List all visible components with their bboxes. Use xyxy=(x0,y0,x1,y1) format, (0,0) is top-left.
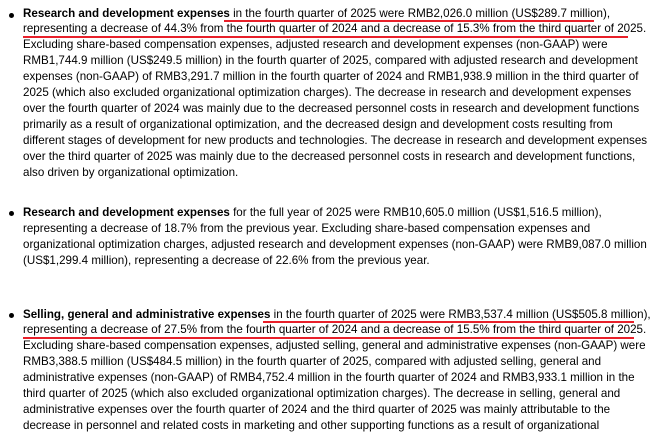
text-line: over the fourth quarter of 2024 was mainly due to the decreased personnel costs in research and development functions xyxy=(23,102,640,115)
text-line: over the third quarter of 2025 was mainly due to the decreased personnel costs in research and development functions, xyxy=(23,150,636,163)
text-line: expenses (non-GAAP) of RMB3,291.7 million in the fourth quarter of 2024 and RMB1,938.9 million in the third quarter of xyxy=(23,70,639,83)
text-run: for the full year of 2025 were RMB10,605.0 million (US$1,516.5 million), xyxy=(229,206,602,219)
text-line: Excluding share-based compensation expenses, adjusted selling, general and administrative expenses (non-GAAP) were xyxy=(23,339,646,352)
text-line: organizational optimization charges, adjusted research and development expenses (non-GAAP) were RMB9,087.0 million xyxy=(23,238,647,251)
text-line: RMB3,388.5 million (US$484.5 million) in the fourth quarter of 2025, compared with adjusted selling, general and xyxy=(23,355,602,368)
text-line: Excluding share-based compensation expenses, adjusted research and development expenses (non-GAAP) were xyxy=(23,38,608,51)
text-line: representing a decrease of 27.5% from the fourth quarter of 2024 and a decrease of 15.5% from the third quarter of 2025. xyxy=(23,323,647,336)
text-line: representing a decrease of 18.7% from the previous year. Excluding share-based compensation expenses and xyxy=(23,222,591,235)
red-underline xyxy=(224,20,594,22)
red-underline xyxy=(23,337,634,339)
text-line: 2025 (which also excluded organizational optimization charges). The decrease in research and development expenses xyxy=(23,86,632,99)
bullet-point xyxy=(9,211,14,216)
text-run: in the fourth quarter of 2025 were RMB3,537.4 million (US$505.8 million), xyxy=(270,308,651,321)
text-line: decrease in personnel and related costs in marketing and other supporting functions as a result of organizational xyxy=(23,419,600,432)
text-line: (US$1,299.4 million), representing a decrease of 22.6% from the previous year. xyxy=(23,254,430,267)
text-line: third quarter of 2025 (which also excluded organizational optimization charges). The decrease in selling, general and xyxy=(23,387,621,400)
text-line xyxy=(23,205,602,221)
bullet-point xyxy=(9,13,14,18)
text-run: in the fourth quarter of 2025 were RMB2,026.0 million (US$289.7 million), xyxy=(229,7,611,20)
text-line: administrative expenses (non-GAAP) of RMB4,752.4 million in the fourth quarter of 2024 and RMB3,933.1 million in the xyxy=(23,371,635,384)
bullet-point xyxy=(9,313,14,318)
text-line: different stages of development for new products and technologies. The decrease in research and development expenses xyxy=(23,134,648,147)
section-heading: Research and development expenses xyxy=(23,7,230,20)
section-heading: Research and development expenses xyxy=(23,206,230,219)
text-line: primarily as a result of organizational optimization, and the decreased design and development costs resulting from xyxy=(23,118,613,131)
text-line: RMB1,744.9 million (US$249.5 million) in the fourth quarter of 2025, compared with adjusted research and development xyxy=(23,54,638,67)
red-underline xyxy=(263,321,634,323)
red-underline xyxy=(23,36,628,38)
section-heading: Selling, general and administrative expenses xyxy=(23,308,271,321)
text-line: also driven by organizational optimization. xyxy=(23,166,239,179)
text-line: administrative expenses over the fourth quarter of 2024 and the third quarter of 2025 was mainly attributable to the xyxy=(23,403,611,416)
text-line: representing a decrease of 44.3% from the fourth quarter of 2024 and a decrease of 15.3% from the third quarter of 2025. xyxy=(23,22,647,35)
